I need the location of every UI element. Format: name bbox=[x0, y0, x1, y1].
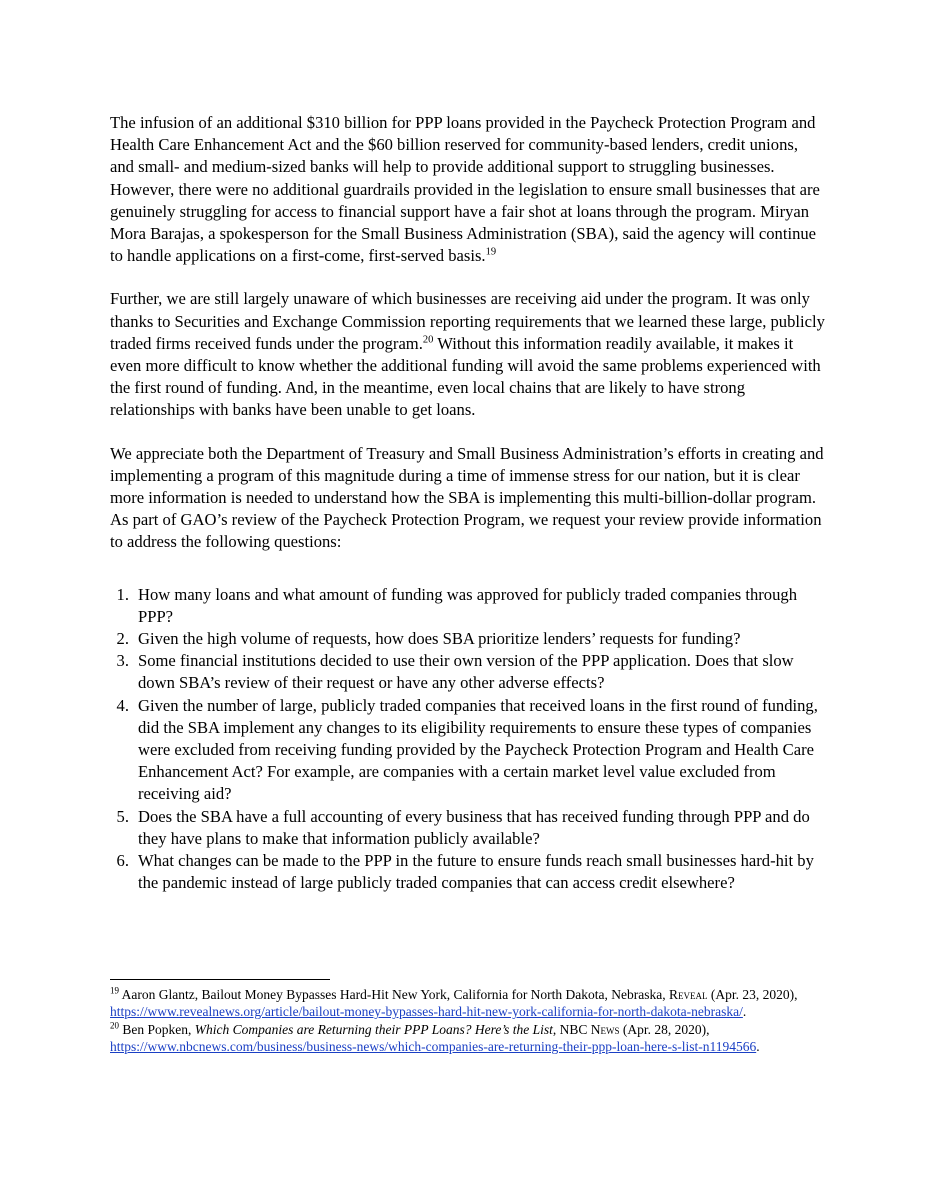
paragraph-guardrails bbox=[110, 112, 825, 267]
paragraph-text: The infusion of an additional $310 billion for PPP loans provided in the Paycheck Protection Program and Health Care Enhancement Act and the $60 billion reserved for community-based lenders, credit unions, and small- and medium-sized banks will help to provide additional support to struggling businesses. However, there were no additional guardrails provided in the legislation to ensure small businesses that are genuinely struggling for access to financial support have a fair shot at loans through the program. Miryan Mora Barajas, a spokesperson for the Small Business Administration (SBA), said the agency will continue to handle applications on a first-come, first-served basis. bbox=[110, 113, 820, 266]
footnote-number: 19 bbox=[110, 985, 119, 996]
letter-body bbox=[110, 112, 825, 895]
footnote-source: Reveal bbox=[669, 987, 708, 1002]
footnote-source: NBC News bbox=[559, 1021, 620, 1037]
footnote-divider bbox=[110, 979, 330, 980]
footnote-date: (Apr. 28, 2020), bbox=[619, 1021, 710, 1037]
footnote-link[interactable]: https://www.revealnews.org/article/bailout-money-bypasses-hard-hit-new-york-california-for-north-dakota-nebraska/ bbox=[110, 1004, 743, 1020]
question-text: Given the number of large, publicly traded companies that received loans in the first round of funding, did the SBA implement any changes to its eligibility requirements to ensure these types of companies were excluded from receiving funding provided by the Paycheck Protection Program and Health Care Enhancement Act? For example, are companies with a certain market level value excluded from receiving aid? bbox=[138, 695, 818, 804]
list-item bbox=[110, 806, 825, 850]
footnote-author: Ben Popken, bbox=[119, 1021, 195, 1037]
question-number: 4. bbox=[116, 695, 129, 715]
question-number: 2. bbox=[116, 629, 129, 649]
paragraph-transparency bbox=[110, 288, 825, 421]
question-text: Does the SBA have a full accounting of every business that has received funding through PPP and do they have plans to make that information publicly available? bbox=[138, 806, 810, 848]
footnotes bbox=[110, 979, 825, 1056]
list-item bbox=[110, 650, 825, 694]
list-item bbox=[110, 695, 825, 806]
list-item bbox=[110, 584, 825, 628]
list-item bbox=[110, 628, 825, 650]
paragraph-text: Without this information readily available, it makes it even more difficult to know whether the additional funding will avoid the same problems experienced with the first round of funding. And, in the meantime, even local chains that are likely to have strong relationships with banks have been unable to get loans. bbox=[110, 333, 821, 420]
paragraph-request: We appreciate both the Department of Treasury and Small Business Administration’s efforts in creating and implementing a program of this magnitude during a time of immense stress for our nation, but it is clear more information is needed to understand how the SBA is implementing this multi-billion-dollar program. As part of GAO’s review of the Paycheck Protection Program, we request your review provide information to address the following questions: bbox=[110, 443, 824, 552]
question-number: 5. bbox=[116, 806, 129, 826]
footnote-text: Aaron Glantz, Bailout Money Bypasses Hard-Hit New York, California for North Dakota, Nebraska, bbox=[119, 987, 670, 1002]
footnote-number: 20 bbox=[110, 1020, 119, 1031]
footnote-link[interactable]: https://www.nbcnews.com/business/business-news/which-companies-are-returning-their-ppp-loan-here-s-list-n1194566 bbox=[110, 1039, 757, 1055]
question-text: Some financial institutions decided to use their own version of the PPP application. Does that slow down SBA’s review of their request or have any other adverse effects? bbox=[138, 651, 794, 693]
footnote-ref-20[interactable]: 20 bbox=[422, 334, 434, 346]
question-text: How many loans and what amount of funding was approved for publicly traded companies through PPP? bbox=[138, 584, 797, 626]
question-text: Given the high volume of requests, how does SBA prioritize lenders’ requests for funding? bbox=[138, 629, 741, 649]
question-text: What changes can be made to the PPP in the future to ensure funds reach small businesses hard-hit by the pandemic instead of large publicly traded companies that can access credit elsewhere? bbox=[138, 851, 814, 893]
questions-list bbox=[110, 584, 825, 895]
list-item bbox=[110, 850, 825, 894]
footnote-20 bbox=[110, 1021, 825, 1056]
footnote-date: (Apr. 23, 2020), bbox=[707, 987, 798, 1002]
question-number: 6. bbox=[116, 851, 129, 871]
question-number: 1. bbox=[116, 584, 129, 604]
paragraph-text: Further, we are still largely unaware of which businesses are receiving aid under the program. It was only thanks to Securities and Exchange Commission reporting requirements that we learned these large, publicly traded firms received funds under the program. bbox=[110, 289, 825, 353]
footnote-sep: , bbox=[552, 1021, 560, 1037]
footnote-title: Which Companies are Returning their PPP Loans? Here’s the List bbox=[194, 1021, 553, 1037]
footnote-end: . bbox=[742, 1004, 747, 1020]
question-number: 3. bbox=[116, 651, 129, 671]
footnote-19 bbox=[110, 986, 825, 1021]
footnote-end: . bbox=[756, 1039, 760, 1055]
footnote-ref-19[interactable]: 19 bbox=[485, 246, 497, 258]
